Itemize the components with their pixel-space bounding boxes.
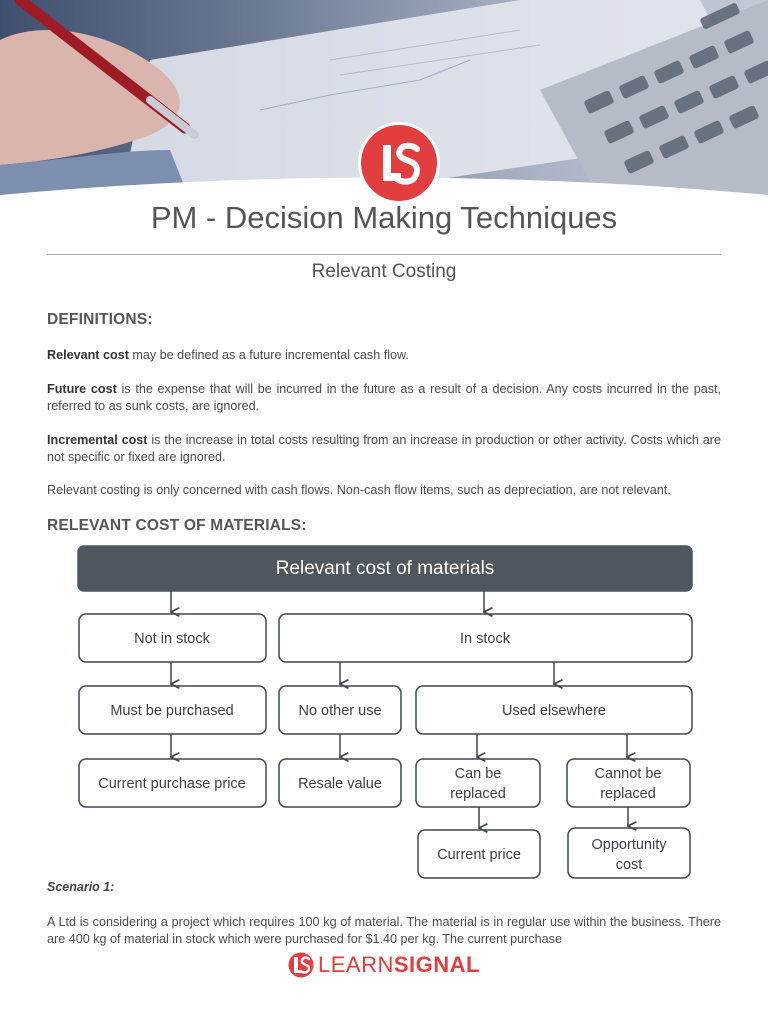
definitions-heading: DEFINITIONS: <box>47 311 153 328</box>
opportunity-cost-label-1: Opportunity <box>591 837 667 853</box>
brand-signal: SIGNAL <box>393 952 480 977</box>
ls-footer-icon <box>288 952 314 978</box>
ls-logo-icon <box>373 137 425 189</box>
root-label: Relevant cost of materials <box>275 558 495 579</box>
not-in-stock-label: Not in stock <box>134 631 210 647</box>
can-be-replaced-label-1: Can be <box>454 766 502 782</box>
opportunity-cost-label-2: cost <box>615 857 643 873</box>
scenario-text: A Ltd is considering a project which requires 100 kg of material. The material is in regular use within the business. There are 400 kg of material in stock which were purchased for $1.40 per kg. The current purchase <box>47 915 721 946</box>
definition-term: Relevant cost <box>47 348 129 362</box>
footer-brand <box>288 952 480 978</box>
definition-text: is the expense that will be incurred in the future as a result of a decision. Any costs incurred in the past, referred to as sunk costs, are ignored. <box>47 382 722 413</box>
cannot-be-replaced-label-2: replaced <box>600 786 656 802</box>
learnsignal-logo <box>361 125 437 201</box>
must-be-purchased-label: Must be purchased <box>110 703 234 719</box>
scenario-label: Scenario 1: <box>47 880 115 894</box>
definition-incremental-cost <box>47 432 721 466</box>
page-title: PM - Decision Making Techniques <box>150 200 618 235</box>
title-divider <box>47 254 721 255</box>
can-be-replaced-label-2: replaced <box>450 786 506 802</box>
definition-relevant-cost <box>47 347 721 364</box>
definition-text: is the increase in total costs resulting from an increase in production or other activity. Costs which are not specific or fixed are ignored. <box>47 433 721 464</box>
current-purchase-price-label: Current purchase price <box>98 776 246 792</box>
in-stock-label: In stock <box>460 631 510 647</box>
brand-learn: LEARN <box>318 952 394 977</box>
materials-heading: RELEVANT COST OF MATERIALS: <box>47 517 307 534</box>
used-elsewhere-label: Used elsewhere <box>502 703 606 719</box>
definition-term: Future cost <box>47 382 117 396</box>
footer-brand-text <box>318 952 480 978</box>
materials-flowchart <box>0 540 768 890</box>
no-other-use-label: No other use <box>298 703 382 719</box>
resale-value-label: Resale value <box>298 776 382 792</box>
relevant-costing-note <box>47 482 721 499</box>
definition-future-cost <box>47 381 721 415</box>
cannot-be-replaced-label-1: Cannot be <box>594 766 662 782</box>
current-price-label: Current price <box>437 847 521 863</box>
definition-text: may be defined as a future incremental cash flow. <box>128 348 409 362</box>
definition-term: Incremental cost <box>47 433 148 447</box>
page-subtitle: Relevant Costing <box>311 261 457 282</box>
definition-text: Relevant costing is only concerned with cash flows. Non-cash flow items, such as depreciation, are not relevant. <box>47 483 671 497</box>
